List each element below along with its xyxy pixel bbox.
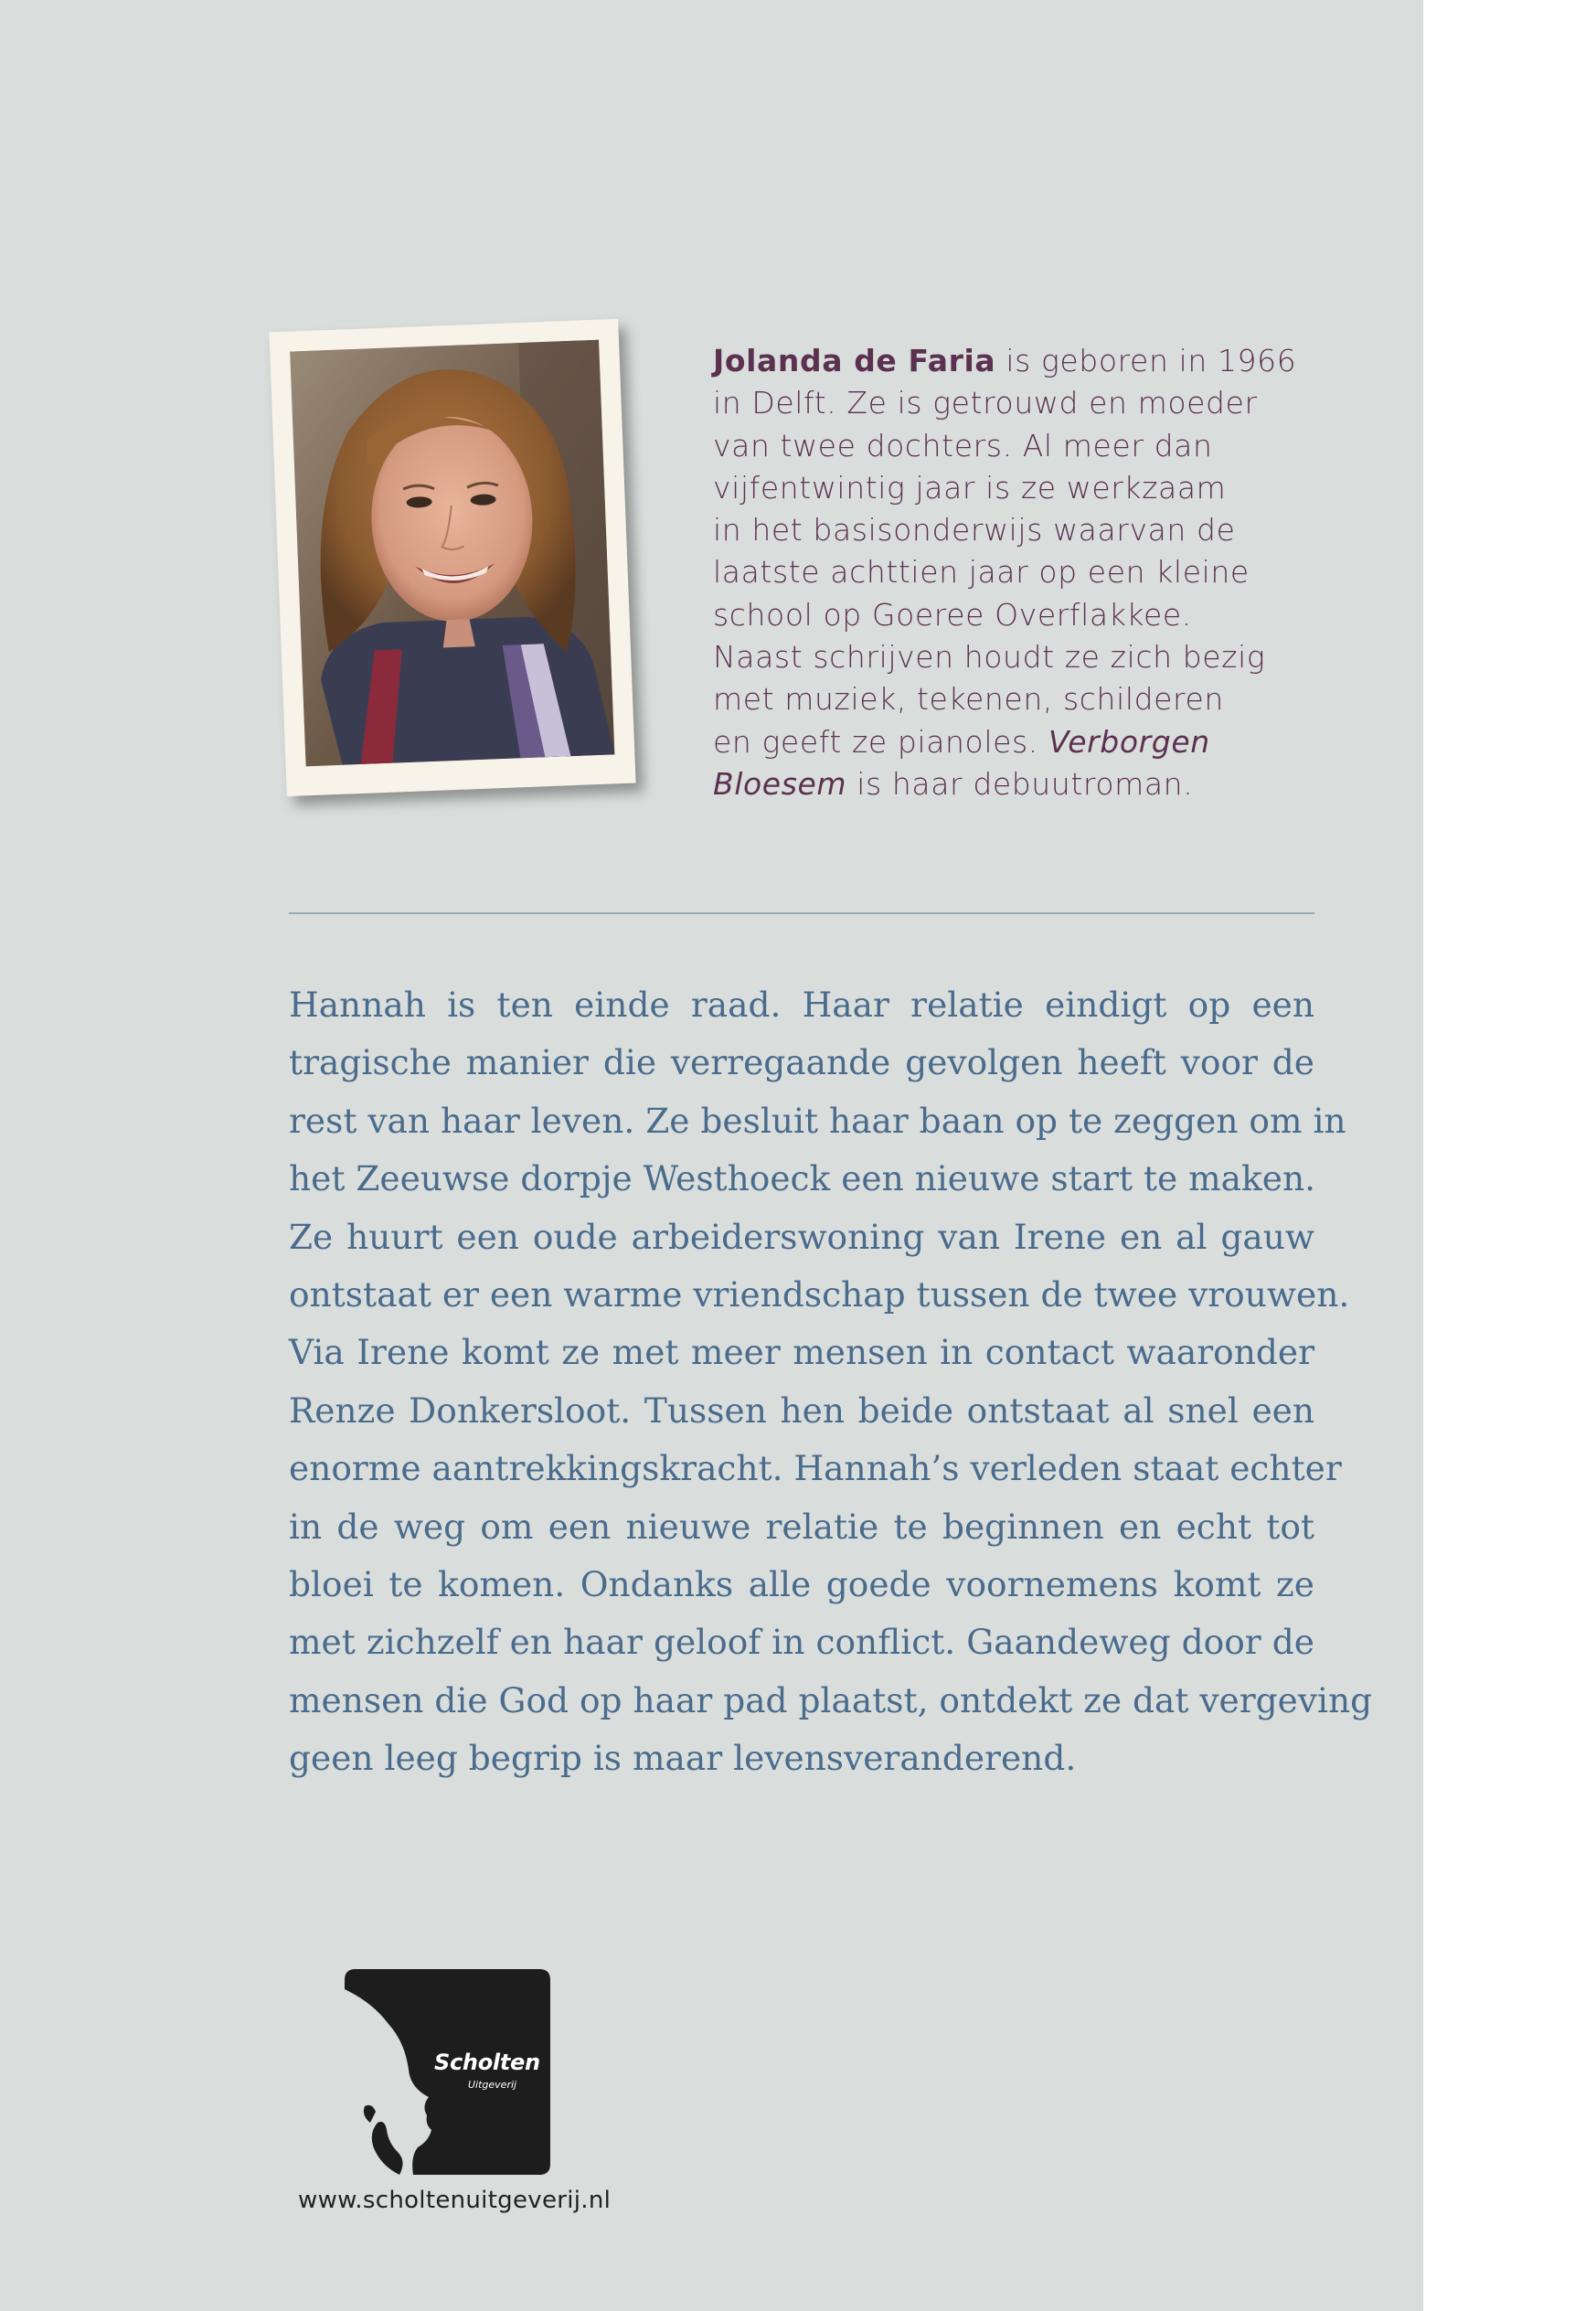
- bio-line: [713, 763, 1353, 805]
- bio-line: [713, 721, 1353, 763]
- blurb-line: Via Irene komt ze met meer mensen in contact waaronder: [289, 1332, 1314, 1373]
- book-title: Bloesem: [713, 765, 847, 802]
- blurb-line: ontstaat er een warme vriendschap tussen de twee vrouwen.: [289, 1273, 1350, 1315]
- bio-line: vijfentwintig jaar is ze werkzaam: [713, 469, 1227, 506]
- book-title: Verborgen: [1048, 723, 1210, 760]
- book-blurb: [289, 976, 1373, 1787]
- blurb-line: mensen die God op haar pad plaatst, ontdekt ze dat vergeving: [289, 1679, 1373, 1720]
- blurb-line: Renze Donkersloot. Tussen hen beide ontstaat al snel een: [289, 1390, 1314, 1431]
- publisher-logo: [345, 1969, 550, 2175]
- bio-line: school op Goeree Overflakkee.: [713, 596, 1192, 633]
- blurb-line: in de weg om een nieuwe relatie te beginnen en echt tot: [289, 1506, 1314, 1547]
- bio-line: met muziek, tekenen, schilderen: [713, 681, 1224, 718]
- bio-text: is geboren in 1966: [995, 343, 1297, 378]
- bio-text: en geeft ze pianoles.: [713, 723, 1048, 760]
- blurb-line: enorme aantrekkingskracht. Hannah’s verleden staat echter: [289, 1448, 1342, 1489]
- bio-line: in het basisonderwijs waarvan de: [713, 512, 1236, 548]
- blurb-line: het Zeeuwse dorpje Westhoeck een nieuwe start te maken.: [289, 1158, 1316, 1199]
- publisher-name: Scholten: [434, 2050, 540, 2075]
- bio-line: van twee dochters. Al meer dan: [713, 427, 1213, 463]
- bio-line: in Delft. Ze is getrouwd en moeder: [713, 385, 1258, 421]
- blurb-line: Ze huurt een oude arbeiderswoning van Irene en al gauw: [289, 1216, 1314, 1257]
- blurb-line: rest van haar leven. Ze besluit haar baan op te zeggen om in: [289, 1100, 1346, 1141]
- bio-line: [713, 340, 1353, 382]
- bio-line: laatste achttien jaar op een kleine: [713, 554, 1250, 591]
- author-name: Jolanda de Faria: [713, 343, 996, 378]
- blurb-line: met zichzelf en haar geloof in conflict. Gaandeweg door de: [289, 1622, 1314, 1663]
- blurb-line: geen leeg begrip is maar levensveranderend.: [289, 1738, 1077, 1779]
- bio-text: is haar debuutroman.: [846, 765, 1194, 802]
- blurb-line: bloei te komen. Ondanks alle goede voornemens komt ze: [289, 1563, 1314, 1604]
- author-photo: [290, 340, 614, 767]
- publisher-subtitle: Uitgeverij: [468, 2079, 517, 2091]
- divider-line: [289, 912, 1314, 914]
- author-bio: [713, 340, 1353, 805]
- blurb-line: tragische manier die verregaande gevolgen heeft voor de: [289, 1042, 1314, 1083]
- blurb-line: Hannah is ten einde raad. Haar relatie eindigt op een: [289, 985, 1314, 1025]
- publisher-url: www.scholtenuitgeverij.nl: [298, 2187, 612, 2214]
- bio-line: Naast schrijven houdt ze zich bezig: [713, 639, 1266, 676]
- author-photo-frame: [269, 319, 635, 796]
- page-margin: [1423, 0, 1596, 2311]
